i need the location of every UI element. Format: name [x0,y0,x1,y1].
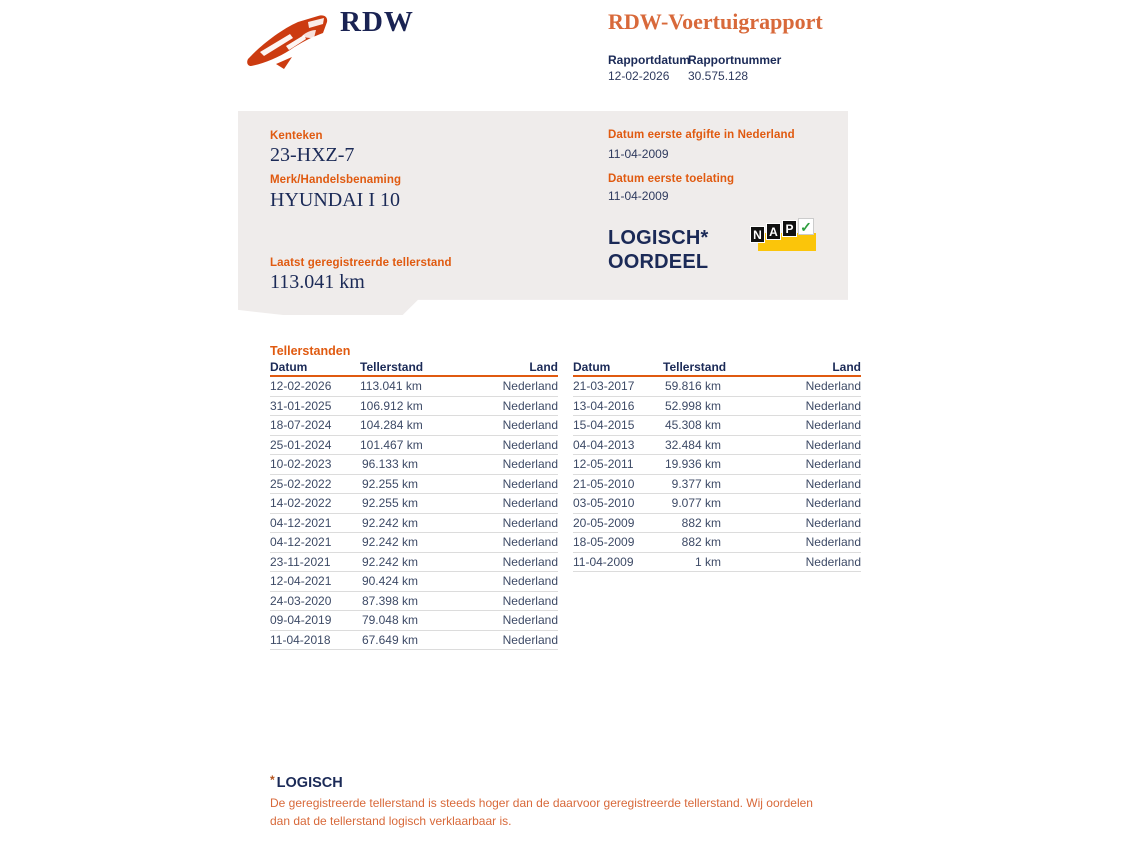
cell-land: Nederland [502,613,558,628]
nap-check-icon: ✓ [798,218,814,235]
cell-land: Nederland [502,398,558,413]
table-row [573,397,861,417]
eerste-afgifte-value: 11-04-2009 [608,147,669,161]
cell-datum: 25-02-2022 [270,476,332,491]
footnote-text: De geregistreerde tellerstand is steeds hoger dan de daarvoor geregistreerde tellerstand. Wij oordelen dan dat de tellerstand logisch verklaarbaar is. [270,796,813,828]
eerste-afgifte-label: Datum eerste afgifte in Nederland [608,129,795,141]
cell-datum: 12-04-2021 [270,574,332,589]
report-number-label: Rapportnummer [688,53,782,67]
cell-land: Nederland [805,418,861,433]
cell-tellerstand: 90.424 km [361,574,418,589]
eerste-toelating-value: 11-04-2009 [608,189,669,203]
cell-tellerstand: 1 km [694,554,721,569]
cell-land: Nederland [502,632,558,647]
report-number-value: 30.575.128 [688,69,749,83]
footnote-title-text: LOGISCH [276,775,343,791]
cell-datum: 20-05-2009 [573,515,635,530]
col-header-tellerstand: Tellerstand [663,360,727,374]
cell-datum: 11-04-2009 [573,554,634,569]
table-row [270,416,558,436]
cell-datum: 04-12-2021 [270,515,332,530]
table-header-row [573,359,861,377]
cell-land: Nederland [502,457,558,472]
cell-datum: 11-04-2018 [270,632,331,647]
table-row [573,514,861,534]
cell-datum: 10-02-2023 [270,457,332,472]
cell-land: Nederland [502,574,558,589]
cell-land: Nederland [502,554,558,569]
eerste-toelating-label: Datum eerste toelating [608,173,735,185]
cell-datum: 04-04-2013 [573,437,635,452]
cell-land: Nederland [805,554,861,569]
cell-land: Nederland [805,476,861,491]
table-row [270,514,558,534]
table-row [573,533,861,553]
tellerstanden-table-right [573,359,861,572]
cell-land: Nederland [805,515,861,530]
kenteken-label: Kenteken [270,130,323,142]
rdw-logo [246,12,334,72]
table-row [573,377,861,397]
cell-datum: 03-05-2010 [573,496,635,511]
table-row [270,553,558,573]
oordeel-line-2: OORDEEL [608,251,709,273]
cell-land: Nederland [805,496,861,511]
cell-datum: 15-04-2015 [573,418,635,433]
cell-land: Nederland [502,379,558,394]
table-row [270,377,558,397]
cell-tellerstand: 9.377 km [671,476,721,491]
table-row [270,455,558,475]
table-row [270,397,558,417]
table-row [270,494,558,514]
table-row [573,553,861,573]
cell-datum: 09-04-2019 [270,613,332,628]
cell-datum: 04-12-2021 [270,535,332,550]
table-row [270,436,558,456]
page-title: RDW-Voertuigrapport [608,9,823,34]
cell-datum: 12-02-2026 [270,379,332,394]
cell-tellerstand: 101.467 km [360,437,423,452]
cell-datum: 23-11-2021 [270,554,331,569]
cell-tellerstand: 45.308 km [664,418,721,433]
cell-tellerstand: 104.284 km [360,418,423,433]
cell-tellerstand: 92.255 km [361,476,418,491]
cell-land: Nederland [805,379,861,394]
cell-land: Nederland [805,437,861,452]
table-row [573,475,861,495]
nap-letter-p: P [782,220,797,237]
cell-tellerstand: 92.242 km [361,535,418,550]
rdw-logo-swoosh [246,12,334,72]
table-row [573,494,861,514]
cell-tellerstand: 67.649 km [361,632,418,647]
cell-land: Nederland [502,437,558,452]
cell-tellerstand: 59.816 km [664,379,721,394]
col-header-land: Land [832,360,861,374]
col-header-land: Land [529,360,558,374]
cell-datum: 18-07-2024 [270,418,332,433]
nap-letter-n: N [750,226,765,243]
table-row [270,611,558,631]
cell-datum: 21-03-2017 [573,379,635,394]
cell-datum: 14-02-2022 [270,496,332,511]
cell-tellerstand: 19.936 km [664,457,721,472]
cell-tellerstand: 96.133 km [361,457,418,472]
cell-tellerstand: 52.998 km [664,398,721,413]
cell-land: Nederland [502,476,558,491]
table-row [270,475,558,495]
oordeel-line-1: LOGISCH* [608,227,709,249]
cell-datum: 18-05-2009 [573,535,635,550]
table-header-row [270,359,558,377]
cell-datum: 21-05-2010 [573,476,635,491]
cell-land: Nederland [805,457,861,472]
report-date-label: Rapportdatum [608,53,690,67]
kenteken-value: 23-HXZ-7 [270,144,355,166]
merk-value: HYUNDAI I 10 [270,189,400,211]
tellerstanden-section-title: Tellerstanden [270,344,351,358]
cell-datum: 24-03-2020 [270,593,332,608]
table-row [270,533,558,553]
cell-land: Nederland [502,496,558,511]
cell-land: Nederland [502,593,558,608]
report-date-value: 12-02-2026 [608,69,670,83]
cell-land: Nederland [502,515,558,530]
cell-datum: 13-04-2016 [573,398,635,413]
cell-tellerstand: 32.484 km [664,437,721,452]
cell-land: Nederland [502,418,558,433]
footnote-title [270,773,343,791]
col-header-datum: Datum [573,360,611,374]
cell-datum: 12-05-2011 [573,457,634,472]
table-row [573,455,861,475]
table-row [573,416,861,436]
cell-datum: 25-01-2024 [270,437,332,452]
table-row [270,592,558,612]
table-row [573,436,861,456]
cell-tellerstand: 92.255 km [361,496,418,511]
cell-land: Nederland [805,398,861,413]
cell-tellerstand: 92.242 km [361,515,418,530]
laatste-tellerstand-label: Laatst geregistreerde tellerstand [270,257,452,269]
cell-tellerstand: 882 km [681,535,721,550]
cell-land: Nederland [502,535,558,550]
cell-datum: 31-01-2025 [270,398,332,413]
col-header-tellerstand: Tellerstand [360,360,424,374]
cell-tellerstand: 92.242 km [361,554,418,569]
rdw-logo-text: RDW [340,6,414,38]
nap-letter-a: A [766,223,781,240]
nap-logo [750,218,816,251]
tellerstanden-table-left [270,359,558,650]
cell-tellerstand: 113.041 km [360,379,422,394]
laatste-tellerstand-value: 113.041 km [270,271,365,293]
cell-tellerstand: 87.398 km [361,593,418,608]
cell-land: Nederland [805,535,861,550]
cell-tellerstand: 882 km [681,515,721,530]
oordeel-text [608,226,709,274]
table-row [270,631,558,651]
cell-tellerstand: 106.912 km [360,398,423,413]
table-row [270,572,558,592]
cell-tellerstand: 9.077 km [671,496,721,511]
col-header-datum: Datum [270,360,308,374]
footnote-asterisk: * [270,773,275,787]
cell-tellerstand: 79.048 km [361,613,418,628]
merk-label: Merk/Handelsbenaming [270,174,402,186]
